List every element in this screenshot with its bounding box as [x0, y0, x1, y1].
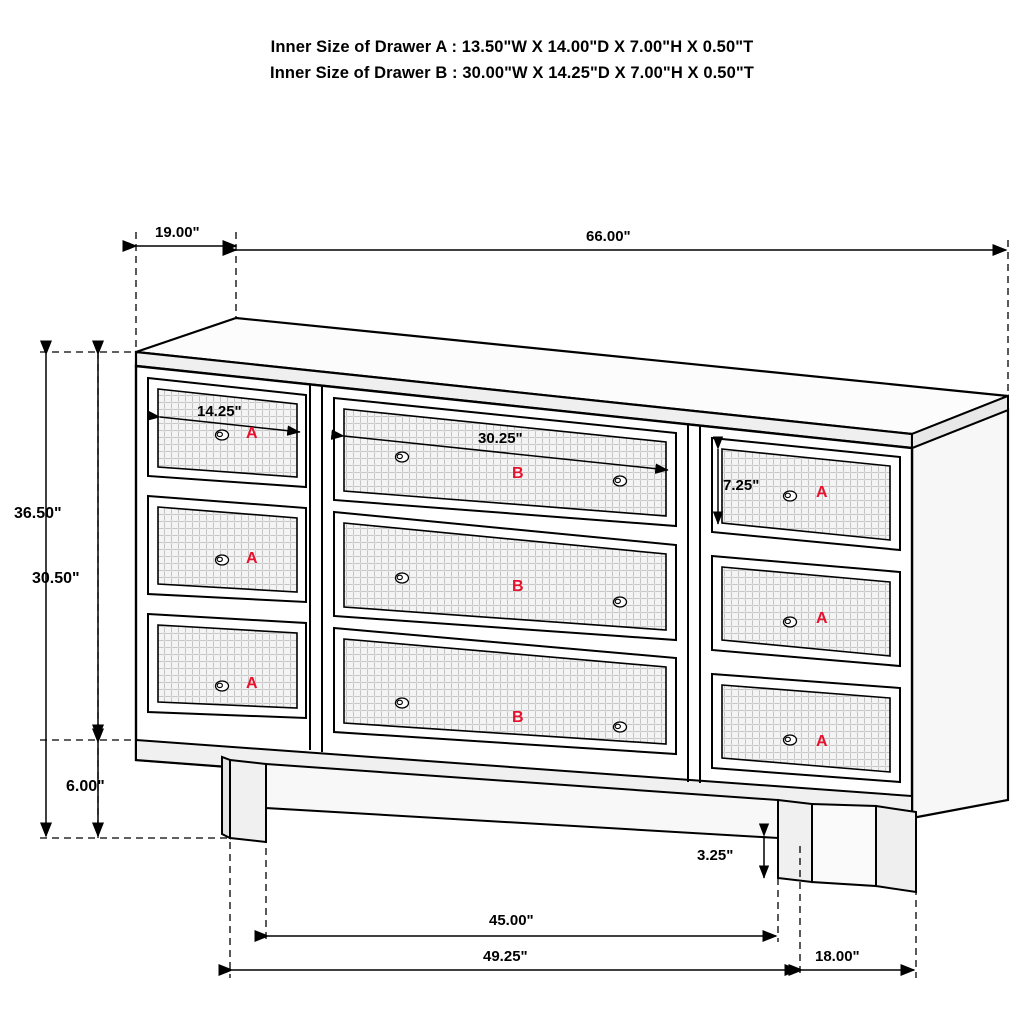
- label-total-height: 36.50": [14, 505, 62, 522]
- cabinet-right-side: [912, 396, 1008, 818]
- label-base-inner-width: 45.00": [489, 912, 534, 929]
- label-stretcher-height: 3.25": [697, 847, 734, 864]
- label-top-depth: 19.00": [155, 224, 200, 241]
- drawer-bottom-right: [712, 674, 900, 782]
- label-base-outer-width: 49.25": [483, 948, 528, 965]
- label-top-width: 66.00": [586, 228, 631, 245]
- label-drawer-height: 7.25": [723, 477, 760, 494]
- label-leg-height: 6.00": [66, 778, 105, 795]
- drawer-middle-left: [148, 496, 306, 602]
- drawer-bottom-left: [148, 614, 306, 718]
- drawer-top-right: [712, 438, 900, 550]
- drawer-label-top-center: B: [512, 465, 524, 482]
- drawer-label-bottom-left: A: [246, 675, 258, 692]
- drawer-label-top-right: A: [816, 484, 828, 501]
- label-base-side-width: 18.00": [815, 948, 860, 965]
- label-case-height: 30.50": [32, 570, 80, 587]
- spec-line-drawer-b: Inner Size of Drawer B : 30.00"W X 14.25"D X 7.00"H X 0.50"T: [270, 64, 754, 82]
- drawer-label-bottom-right: A: [816, 733, 828, 750]
- drawer-middle-right: [712, 556, 900, 666]
- drawer-label-middle-center: B: [512, 578, 524, 595]
- label-drawer-a-width: 14.25": [197, 403, 242, 420]
- drawer-label-bottom-center: B: [512, 709, 524, 726]
- drawer-top-left: [148, 378, 306, 487]
- spec-line-drawer-a: Inner Size of Drawer A : 13.50"W X 14.00"D X 7.00"H X 0.50"T: [270, 38, 754, 56]
- drawer-label-middle-right: A: [816, 610, 828, 627]
- drawer-label-top-left: A: [246, 425, 258, 442]
- drawer-label-middle-left: A: [246, 550, 258, 567]
- label-drawer-b-width: 30.25": [478, 430, 523, 447]
